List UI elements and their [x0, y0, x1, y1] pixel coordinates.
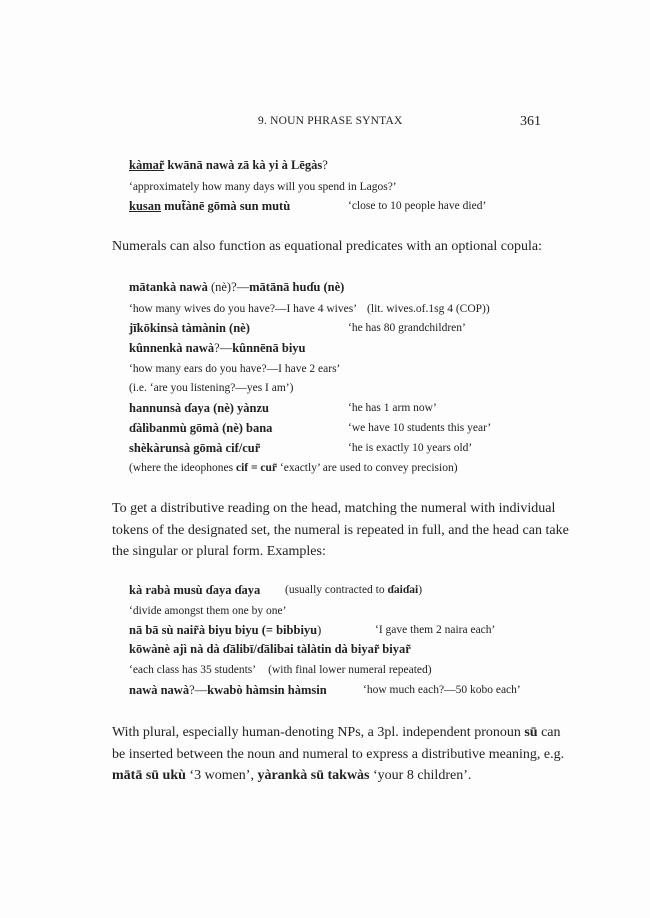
note-text: ‘exactly’ are used to convey precision) — [277, 462, 458, 474]
example-gloss: (i.e. ‘are you listening?—yes I am’) — [129, 382, 294, 394]
example-gloss: ‘I gave them 2 naira each’ — [375, 624, 496, 636]
paragraph-text: reading on the head, matching the numeral with individual — [227, 501, 556, 516]
paragraph — [112, 498, 569, 563]
example-gloss — [129, 662, 432, 678]
paragraph-text: ‘your 8 children’. — [369, 768, 472, 783]
example-gloss: ‘we have 10 students this year’ — [348, 422, 492, 434]
example-line — [129, 157, 328, 173]
example-gloss: ‘approximately how many days will you spend in Lagos?’ — [129, 181, 397, 193]
paragraph-text: mātā sū ukù — [112, 768, 186, 783]
example-line: hannunsà ɗaya (nè) yànzu — [129, 401, 269, 415]
note-text: ɗaiɗai — [387, 584, 419, 596]
gloss-text: ‘how many wives do you have?—I have 4 wives’ — [129, 303, 357, 315]
example-gloss: ‘close to 10 people have died’ — [348, 200, 487, 212]
punctuation: ? — [322, 158, 328, 172]
note-text: ) — [418, 584, 423, 596]
paragraph-text: With plural, especially human-denoting NPs, a 3pl. independent pronoun — [112, 725, 525, 740]
gloss-text: ‘each class has 35 students’ — [129, 664, 256, 676]
paragraph — [112, 236, 552, 258]
running-head: 9. NOUN PHRASE SYNTAX — [258, 115, 403, 127]
example-text: mātankà nawà — [129, 280, 208, 294]
example-gloss: ‘he has 80 grandchildren’ — [348, 322, 466, 334]
example-note — [285, 582, 422, 598]
paragraph-line — [112, 498, 556, 520]
example-line — [129, 682, 327, 698]
example-gloss: ‘he has 1 arm now’ — [348, 402, 437, 414]
example-text: nawà nawà — [129, 683, 190, 697]
example-text: ?— — [189, 683, 208, 697]
paragraph-line: Numerals can also function as equational predicates with an optional copula: — [112, 239, 542, 254]
paragraph-line: tokens of the designated set, the numeral is repeated in full, and the head can take — [112, 522, 569, 538]
example-note — [129, 460, 458, 476]
underlined-word: kàmar̃ — [129, 158, 165, 172]
example-text: ?— — [214, 341, 233, 355]
example-line — [129, 279, 344, 295]
gloss-text: (with final lower numeral repeated) — [268, 664, 432, 676]
example-line — [129, 198, 290, 214]
example-text: ) — [317, 623, 322, 637]
paragraph-text: ‘3 women’, — [185, 768, 258, 783]
example-line: ɗàlìbanmù gōmà (nè) bana — [129, 421, 273, 435]
example-gloss: ‘how much each?—50 kobo each’ — [363, 684, 521, 696]
example-text: mut̃ànē gōmà sun mutù — [160, 199, 291, 213]
example-line: shèkàrunsà gōmà cif/cur̃ — [129, 441, 261, 455]
underlined-word: kusan — [129, 199, 161, 213]
note-text: (usually contracted to — [285, 584, 388, 596]
example-gloss: ‘he is exactly 10 years old’ — [348, 442, 473, 454]
example-text: kwānā nawà zā kà yi à Lēgàs — [164, 158, 323, 172]
paragraph-text: yàrankà sū takwàs — [257, 768, 370, 783]
note-text: cif = cur̃ — [235, 462, 278, 474]
example-text: kwabò hàmsin hàmsin — [207, 683, 327, 697]
example-text: kûnnenkà nawà — [129, 341, 215, 355]
paragraph-text: can — [537, 725, 561, 740]
example-line — [129, 582, 260, 598]
paragraph-text: sū — [524, 725, 538, 740]
example-gloss: ‘divide amongst them one by one’ — [129, 605, 287, 617]
note-text: (where the ideophones — [129, 462, 236, 474]
example-gloss — [129, 301, 490, 317]
example-line — [129, 622, 321, 638]
paragraph-text: To get a distributive — [112, 501, 228, 516]
paragraph-line — [112, 722, 561, 744]
paragraph-line: be inserted between the noun and numeral to express a distributive meaning, e.g. — [112, 746, 565, 762]
example-line: jīkōkinsà tàmànin (nè) — [129, 321, 250, 335]
example-text: kûnnēnā biyu — [232, 341, 306, 355]
paragraph-line: the singular or plural form. Examples: — [112, 544, 326, 559]
paragraph-line — [112, 765, 552, 787]
gloss-text: (lit. wives.of.1sg 4 (COP)) — [367, 303, 490, 315]
example-text: mātānā huɗu (nè) — [249, 280, 345, 294]
page-header — [0, 115, 650, 133]
example-text: nā bā sù nair̃à biyu biyu (= — [129, 623, 277, 637]
page-number: 361 — [520, 114, 541, 129]
example-text: kà rabà musù ɗaya ɗaya — [129, 583, 261, 597]
example-gloss: ‘how many ears do you have?—I have 2 ears’ — [129, 363, 341, 375]
example-line — [129, 340, 306, 356]
example-line: kōwànè ajì nà dà ɗālibī/ɗālibai tàlàtin dà biyar̃ biyar̃ — [129, 642, 411, 656]
example-text: (nè)?— — [207, 280, 250, 294]
paragraph — [112, 722, 565, 787]
example-text: bibbiyu — [276, 623, 318, 637]
